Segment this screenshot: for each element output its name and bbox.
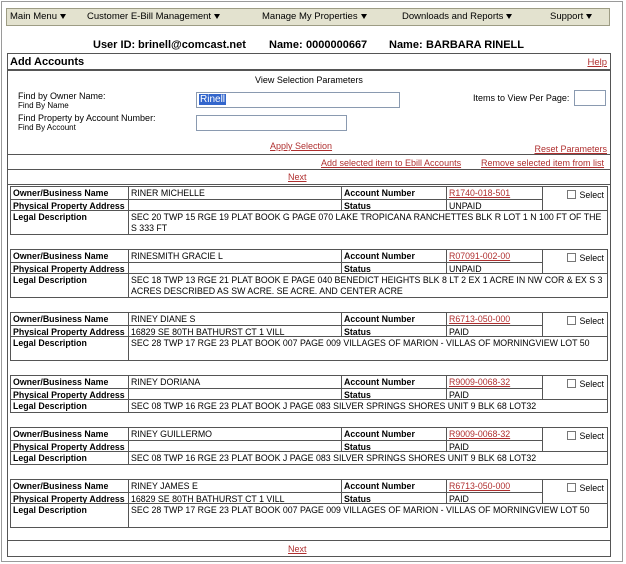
account-number-header: Account Number	[341, 249, 447, 263]
account-number[interactable]: R9009-0068-32	[449, 377, 511, 387]
next-link-top[interactable]: Next	[288, 172, 307, 182]
account-number[interactable]: R6713-050-000	[449, 314, 511, 324]
user-id: brinell@comcast.net	[138, 39, 246, 51]
status-header: Status	[341, 440, 447, 452]
select-cell[interactable]	[542, 249, 608, 274]
owner-name-input[interactable]	[196, 92, 400, 108]
address-header: Physical Property Address	[10, 199, 129, 211]
name-label-1: Name:	[269, 39, 303, 51]
payment-status: PAID	[446, 440, 543, 452]
divider	[8, 540, 610, 541]
reset-parameters-link[interactable]: Reset Parameters	[534, 144, 607, 154]
panel-header	[8, 54, 610, 71]
menu-manage-properties[interactable]	[262, 11, 367, 22]
legal-description-header: Legal Description	[10, 273, 129, 298]
owner-name-label: Find by Owner Name:	[18, 91, 106, 101]
address-header: Physical Property Address	[10, 262, 129, 274]
owner-name-header: Owner/Business Name	[10, 249, 129, 263]
account-number-input[interactable]	[196, 115, 347, 131]
account-number-header: Account Number	[341, 186, 447, 200]
owner-name: RINEY JAMES E	[128, 479, 342, 493]
select-checkbox[interactable]	[567, 253, 576, 262]
account-number-link[interactable]	[446, 427, 543, 441]
legal-description: SEC 08 TWP 16 RGE 23 PLAT BOOK J PAGE 083 SILVER SPRINGS SHORES UNIT 9 BLK 68 LOT32	[128, 399, 608, 413]
menu-bar	[6, 8, 610, 26]
select-checkbox[interactable]	[567, 431, 576, 440]
account-number[interactable]: R07091-002-00	[449, 251, 511, 261]
select-cell[interactable]	[542, 479, 608, 504]
menu-support[interactable]	[550, 11, 592, 22]
divider	[8, 184, 610, 185]
owner-name: RINESMITH GRACIE L	[128, 249, 342, 263]
select-label: Select	[579, 316, 604, 326]
account-number-header: Account Number	[341, 375, 447, 389]
legal-description-header: Legal Description	[10, 210, 129, 235]
account-number-link[interactable]	[446, 249, 543, 263]
payment-status: UNPAID	[446, 199, 543, 211]
legal-description: SEC 28 TWP 17 RGE 23 PLAT BOOK 007 PAGE 009 VILLAGES OF MARION - VILLAS OF MORNINGVIEW LOT 50	[128, 336, 608, 361]
owner-name: RINEY DORIANA	[128, 375, 342, 389]
select-checkbox[interactable]	[567, 483, 576, 492]
select-label: Select	[579, 483, 604, 493]
account-number[interactable]: R6713-050-000	[449, 481, 511, 491]
legal-description-header: Legal Description	[10, 399, 129, 413]
select-cell[interactable]	[542, 186, 608, 211]
remove-selected-link[interactable]: Remove selected item from list	[481, 158, 605, 168]
legal-description: SEC 18 TWP 13 RGE 21 PLAT BOOK E PAGE 040 BENEDICT HEIGHTS BLK 8 LT 2 EX 1 ACRE IN NW COR & EX S 3 ACRES DESCRIBED AS SW ACRE. SE ACRE. AND CENTER ACRE	[128, 273, 608, 298]
menu-customer-ebill[interactable]	[87, 11, 220, 22]
select-cell[interactable]	[542, 375, 608, 400]
owner-name: RINEY DIANE S	[128, 312, 342, 326]
menu-downloads-reports-label: Downloads and Reports	[402, 11, 504, 22]
property-address: 16829 SE 80TH BATHURST CT 1 VILL	[128, 492, 342, 504]
account-number-header: Account Number	[341, 479, 447, 493]
account-number-link[interactable]	[446, 479, 543, 493]
legal-description-header: Legal Description	[10, 336, 129, 361]
payment-status: PAID	[446, 492, 543, 504]
owner-name-header: Owner/Business Name	[10, 479, 129, 493]
items-per-page-input[interactable]	[574, 90, 606, 106]
legal-description: SEC 28 TWP 17 RGE 23 PLAT BOOK 007 PAGE 009 VILLAGES OF MARION - VILLAS OF MORNINGVIEW LOT 50	[128, 503, 608, 528]
address-header: Physical Property Address	[10, 492, 129, 504]
customer-name: BARBARA RINELL	[426, 39, 524, 51]
add-selected-link[interactable]: Add selected item to Ebill Accounts	[321, 158, 462, 168]
menu-support-label: Support	[550, 11, 584, 22]
user-id-label: User ID:	[93, 39, 136, 51]
account-number-link[interactable]	[446, 186, 543, 200]
select-label: Select	[579, 379, 604, 389]
owner-name: RINEY GUILLERMO	[128, 427, 342, 441]
caret-down-icon	[60, 14, 66, 19]
help-link[interactable]: Help	[587, 57, 607, 68]
status-header: Status	[341, 388, 447, 400]
owner-name-header: Owner/Business Name	[10, 375, 129, 389]
address-header: Physical Property Address	[10, 325, 129, 337]
select-checkbox[interactable]	[567, 190, 576, 199]
account-number[interactable]: R1740-018-501	[449, 188, 511, 198]
legal-description-header: Legal Description	[10, 503, 129, 528]
account-number-label: Find Property by Account Number:	[18, 113, 156, 123]
select-cell[interactable]	[542, 427, 608, 452]
items-per-page-label: Items to View Per Page:	[473, 93, 570, 103]
select-label: Select	[579, 253, 604, 263]
menu-downloads-reports[interactable]	[402, 11, 512, 22]
select-label: Select	[579, 431, 604, 441]
add-accounts-panel	[7, 53, 611, 557]
legal-description-header: Legal Description	[10, 451, 129, 465]
divider	[8, 154, 610, 155]
account-number-sublabel: Find By Account	[18, 123, 76, 132]
panel-title: Add Accounts	[10, 56, 85, 68]
caret-down-icon	[506, 14, 512, 19]
address-header: Physical Property Address	[10, 440, 129, 452]
caret-down-icon	[214, 14, 220, 19]
customer-number: 0000000667	[306, 39, 368, 51]
select-checkbox[interactable]	[567, 379, 576, 388]
payment-status: PAID	[446, 388, 543, 400]
select-cell[interactable]	[542, 312, 608, 337]
next-link-bottom[interactable]: Next	[288, 544, 307, 554]
status-header: Status	[341, 262, 447, 274]
select-checkbox[interactable]	[567, 316, 576, 325]
account-number-link[interactable]	[446, 312, 543, 326]
name-label-2: Name:	[389, 39, 423, 51]
status-header: Status	[341, 199, 447, 211]
view-selection-heading: View Selection Parameters	[255, 75, 363, 85]
account-number-header: Account Number	[341, 312, 447, 326]
divider	[8, 169, 610, 170]
owner-name-sublabel: Find By Name	[18, 101, 69, 110]
menu-main[interactable]	[10, 11, 66, 22]
account-number-link[interactable]	[446, 375, 543, 389]
legal-description: SEC 20 TWP 15 RGE 19 PLAT BOOK G PAGE 070 LAKE TROPICANA RANCHETTES BLK R LOT 1 N 100 FT OF THE S 333 FT	[128, 210, 608, 235]
payment-status: UNPAID	[446, 262, 543, 274]
menu-customer-ebill-label: Customer E-Bill Management	[87, 11, 212, 22]
account-number-header: Account Number	[341, 427, 447, 441]
account-number[interactable]: R9009-0068-32	[449, 429, 511, 439]
owner-name-header: Owner/Business Name	[10, 312, 129, 326]
caret-down-icon	[586, 14, 592, 19]
payment-status: PAID	[446, 325, 543, 337]
owner-name: RINER MICHELLE	[128, 186, 342, 200]
status-header: Status	[341, 325, 447, 337]
status-header: Status	[341, 492, 447, 504]
menu-manage-properties-label: Manage My Properties	[262, 11, 358, 22]
owner-name-header: Owner/Business Name	[10, 186, 129, 200]
apply-selection-link[interactable]: Apply Selection	[270, 141, 333, 151]
caret-down-icon	[361, 14, 367, 19]
legal-description: SEC 08 TWP 16 RGE 23 PLAT BOOK J PAGE 083 SILVER SPRINGS SHORES UNIT 9 BLK 68 LOT32	[128, 451, 608, 465]
select-label: Select	[579, 190, 604, 200]
address-header: Physical Property Address	[10, 388, 129, 400]
property-address: 16829 SE 80TH BATHURST CT 1 VILL	[128, 325, 342, 337]
owner-name-value: Rinell	[200, 94, 226, 105]
owner-name-header: Owner/Business Name	[10, 427, 129, 441]
menu-main-label: Main Menu	[10, 11, 57, 22]
